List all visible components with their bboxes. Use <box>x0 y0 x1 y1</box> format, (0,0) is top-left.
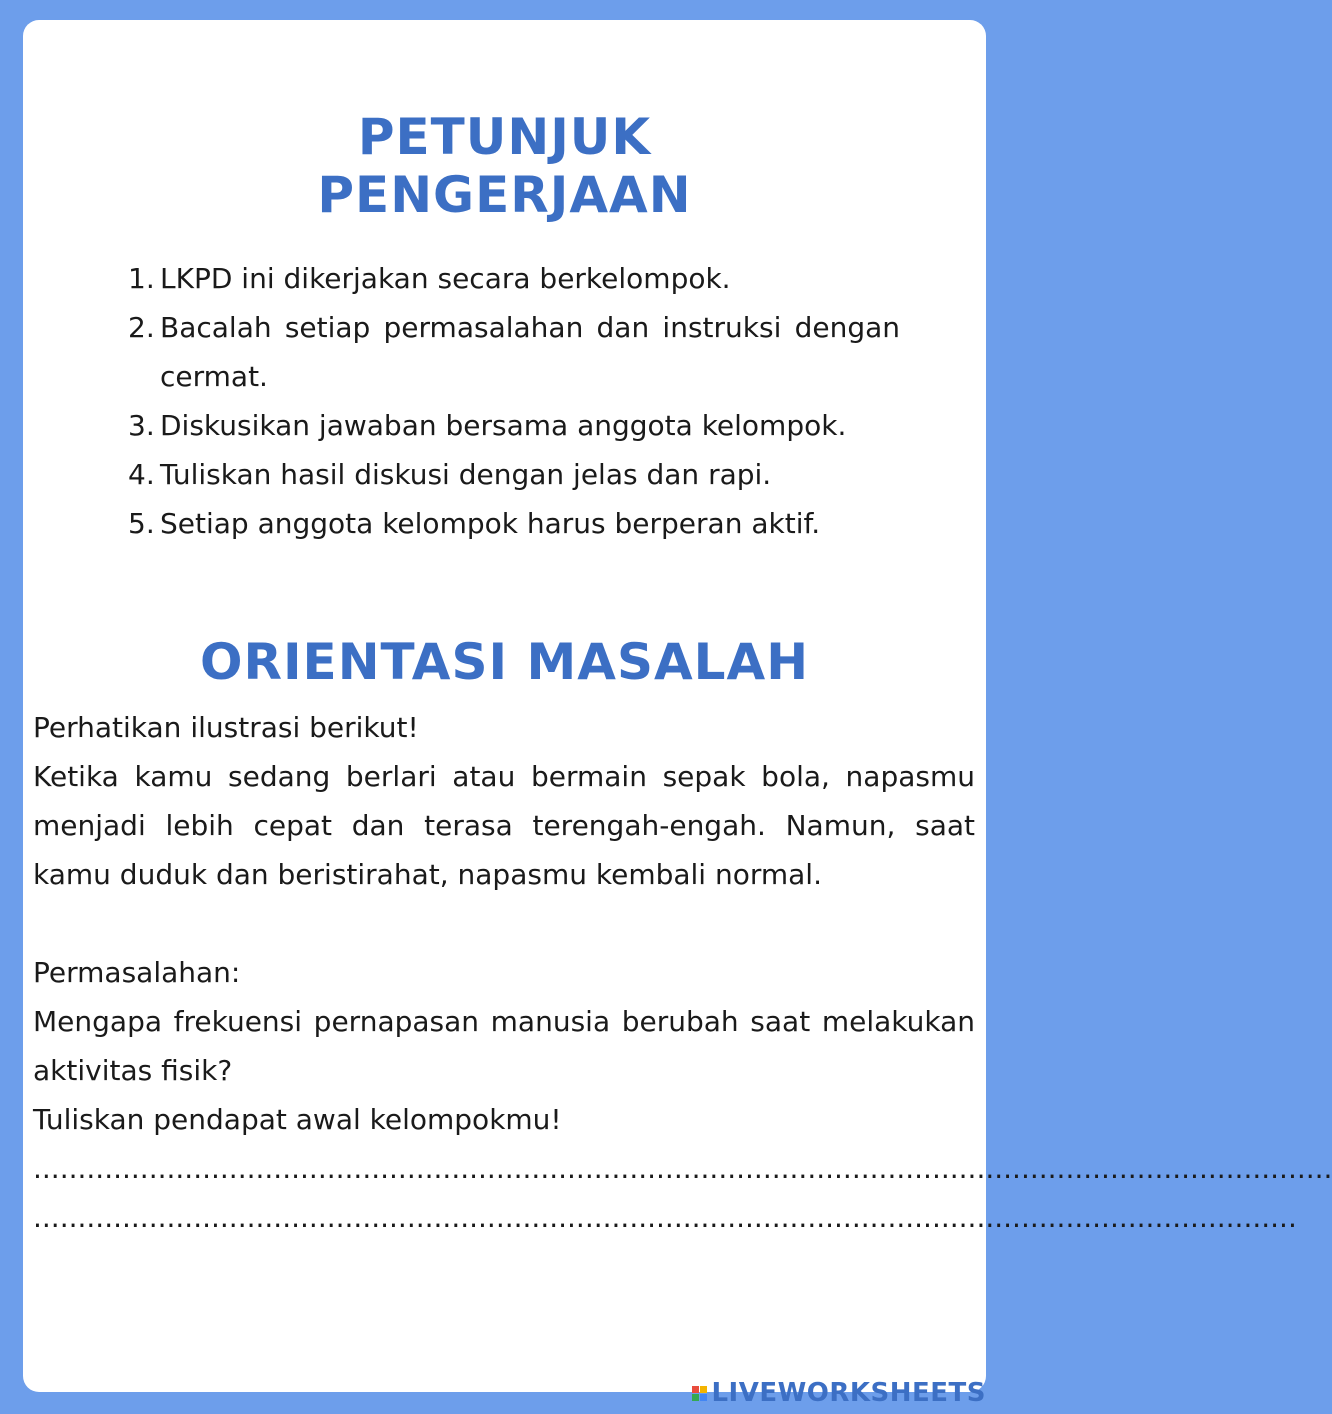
liveworksheets-wordmark: LIVEWORKSHEETS <box>711 1378 986 1408</box>
worksheet-page <box>23 20 1332 1392</box>
instruction-number: 2. <box>128 311 155 344</box>
instruction-text: Tuliskan hasil diskusi dengan jelas dan rapi. <box>160 458 772 491</box>
problem-prompt: Tuliskan pendapat awal kelompokmu! <box>33 1103 562 1136</box>
problem-question: Mengapa frekuensi pernapasan manusia berubah saat melakukan aktivitas fisik? <box>33 1005 975 1087</box>
problem-section <box>33 703 1332 1242</box>
instructions-title-line1: PETUNJUK <box>357 108 652 166</box>
instruction-number: 3. <box>128 409 155 442</box>
instruction-number: 1. <box>128 262 155 295</box>
liveworksheets-icon <box>692 1386 707 1401</box>
answer-line[interactable]: .................................................................................................................................................. <box>33 1152 1332 1185</box>
problem-title: ORIENTASI MASALAH <box>199 633 810 691</box>
liveworksheets-logo <box>692 1378 986 1408</box>
instruction-text: Diskusikan jawaban bersama anggota kelompok. <box>160 409 847 442</box>
instruction-item <box>128 254 900 303</box>
instruction-item <box>128 499 900 548</box>
instruction-number: 5. <box>128 507 155 540</box>
instructions-title-line2: PENGERJAAN <box>317 166 692 224</box>
answer-line[interactable]: .............................................................................................................................................. <box>33 1201 1297 1234</box>
instruction-text: Bacalah setiap permasalahan dan instruksi dengan cermat. <box>160 311 900 393</box>
problem-scenario: Ketika kamu sedang berlari atau bermain sepak bola, napasmu menjadi lebih cepat dan terasa terengah-engah. Namun, saat kamu duduk dan beristirahat, napasmu kembali normal. <box>33 760 975 891</box>
icon-square <box>692 1394 699 1401</box>
instruction-item <box>128 303 900 401</box>
instruction-number: 4. <box>128 458 155 491</box>
icon-square <box>700 1394 707 1401</box>
instruction-list <box>128 254 900 548</box>
instruction-item <box>128 450 900 499</box>
instructions-title <box>23 108 986 224</box>
problem-label: Permasalahan: <box>33 956 241 989</box>
instruction-item <box>128 401 900 450</box>
problem-intro: Perhatikan ilustrasi berikut! <box>33 711 419 744</box>
instruction-text: Setiap anggota kelompok harus berperan aktif. <box>160 507 821 540</box>
instruction-text: LKPD ini dikerjakan secara berkelompok. <box>160 262 731 295</box>
icon-square <box>700 1386 707 1393</box>
icon-square <box>692 1386 699 1393</box>
spacer <box>33 899 975 948</box>
